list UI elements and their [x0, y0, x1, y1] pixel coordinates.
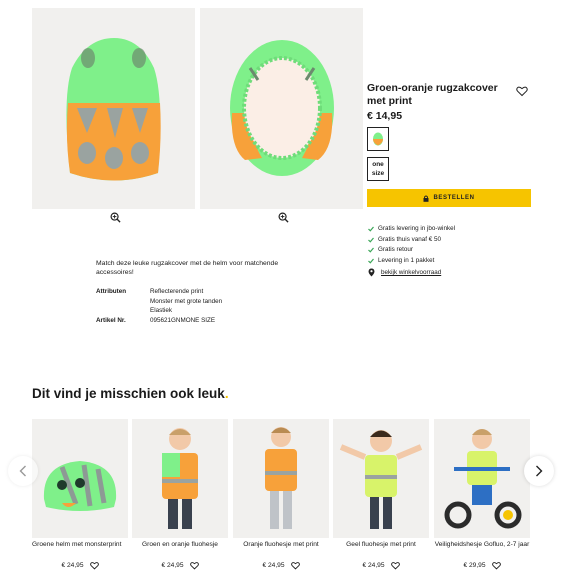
carousel-next-button[interactable] [524, 456, 554, 486]
heart-icon[interactable] [391, 561, 400, 570]
check-icon [368, 226, 374, 232]
zoom-in-icon[interactable] [108, 210, 122, 224]
product-card[interactable] [333, 419, 429, 570]
check-icon [368, 258, 374, 264]
usp-item: Gratis retour [368, 245, 455, 256]
location-pin-icon [368, 268, 375, 277]
check-icon [368, 237, 374, 243]
attribute-value: Reflecterende print [150, 288, 204, 295]
lock-icon [423, 195, 429, 202]
product-card-name[interactable]: Groene helm met monsterprint [32, 541, 122, 548]
product-card-image[interactable] [32, 419, 128, 538]
attribute-table [96, 287, 222, 325]
product-title: Groen-oranje rugzakcover met print [367, 82, 498, 107]
product-card[interactable] [233, 419, 329, 570]
usp-item: Gratis levering in jbo-winkel [368, 224, 455, 235]
size-option[interactable]: one size [367, 157, 389, 181]
store-stock-link[interactable]: bekijk winkelvoorraad [381, 269, 442, 276]
product-card[interactable] [32, 419, 128, 570]
product-card-image[interactable] [333, 419, 429, 538]
heart-icon[interactable] [190, 561, 199, 570]
heart-icon[interactable] [291, 561, 300, 570]
product-card-price: € 24,95 [233, 561, 329, 570]
color-swatch[interactable] [367, 127, 389, 151]
chevron-right-icon [535, 465, 543, 477]
check-icon [368, 247, 374, 253]
chevron-left-icon [19, 465, 27, 477]
usp-item: Levering in 1 pakket [368, 256, 455, 267]
product-card-image[interactable] [233, 419, 329, 538]
heart-icon[interactable] [516, 84, 528, 96]
zoom-in-icon[interactable] [276, 210, 290, 224]
product-description: Match deze leuke rugzakcover met de helm voor matchende accessoires! [96, 260, 279, 276]
product-card-image[interactable] [132, 419, 228, 538]
product-image-front[interactable] [32, 8, 195, 209]
product-card[interactable] [132, 419, 228, 570]
recommendations-title: Dit vind je misschien ook leuk. [32, 386, 229, 401]
product-card-name[interactable]: Geel fluohesje met print [346, 541, 416, 548]
product-card-name[interactable]: Groen en oranje fluohesje [142, 541, 218, 548]
attribute-value: Elastiek [150, 307, 173, 314]
product-card-name[interactable]: Veiligheidshesje Gofluo, 2-7 jaar [434, 541, 530, 548]
attribute-value: Monster met grote tanden [150, 297, 223, 305]
article-value: 095621GNMONE SIZE [150, 316, 216, 324]
order-button[interactable] [367, 189, 531, 207]
product-price: € 14,95 [367, 110, 403, 122]
product-card-price: € 29,95 [434, 561, 530, 570]
product-card-image[interactable] [434, 419, 530, 538]
product-image-back[interactable] [200, 8, 363, 209]
product-info [367, 82, 531, 108]
carousel-prev-button[interactable] [8, 456, 38, 486]
store-stock [368, 268, 441, 277]
product-card[interactable] [434, 419, 530, 570]
usp-list [368, 224, 455, 266]
product-card-name[interactable]: Oranje fluohesje met print [243, 541, 319, 548]
product-card-price: € 24,95 [32, 561, 128, 570]
article-label: Artikel Nr. [96, 316, 126, 324]
heart-icon[interactable] [492, 561, 501, 570]
heart-icon[interactable] [90, 561, 99, 570]
usp-item: Gratis thuis vanaf € 50 [368, 235, 455, 246]
product-card-price: € 24,95 [132, 561, 228, 570]
order-button-label: BESTELLEN [433, 195, 475, 201]
product-card-price: € 24,95 [333, 561, 429, 570]
attributes-label: Attributen [96, 288, 127, 295]
